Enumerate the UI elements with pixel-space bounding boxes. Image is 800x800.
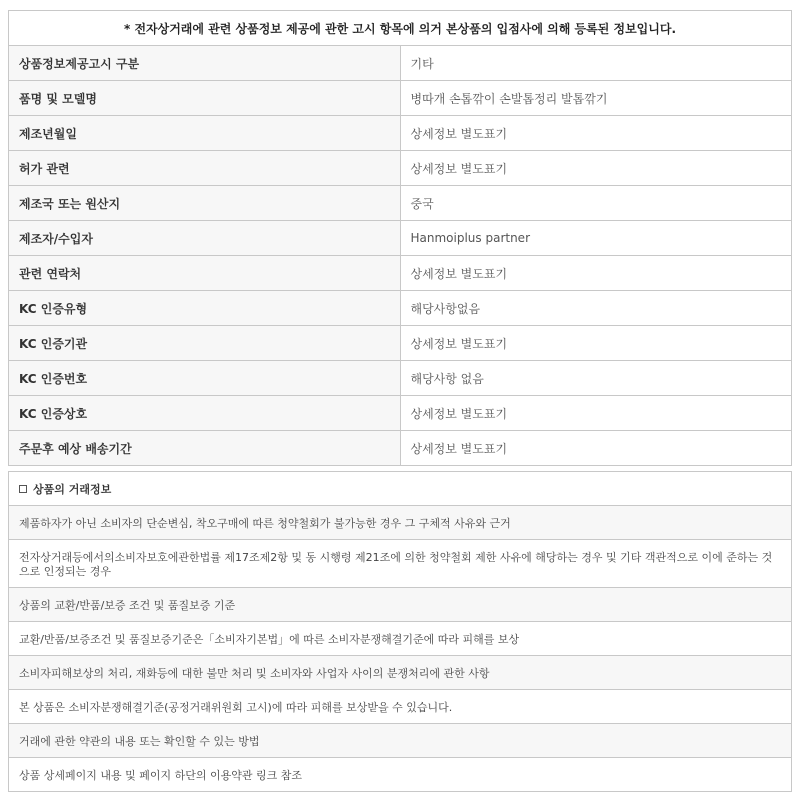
table-row (9, 361, 792, 396)
trade-answer: 상품 상세페이지 내용 및 페이지 하단의 이용약관 링크 참조 (9, 758, 791, 792)
table-row (9, 256, 792, 291)
trade-info-title (9, 472, 791, 506)
row-label: KC 인증상호 (9, 396, 401, 431)
trade-info-section (8, 471, 792, 792)
row-label: 상품정보제공고시 구분 (9, 46, 401, 81)
row-value: 상세정보 별도표기 (400, 151, 792, 186)
trade-answer: 본 상품은 소비자분쟁해결기준(공정거래위원회 고시)에 따라 피해를 보상받을 수 있습니다. (9, 690, 791, 724)
row-value: 상세정보 별도표기 (400, 431, 792, 466)
table-row (9, 431, 792, 466)
table-row (9, 81, 792, 116)
row-label: KC 인증유형 (9, 291, 401, 326)
row-value: Hanmoiplus partner (400, 221, 792, 256)
table-row (9, 116, 792, 151)
row-label: 제조자/수입자 (9, 221, 401, 256)
table-row (9, 186, 792, 221)
row-value: 병따개 손톱깎이 손발톱정리 발톱깎기 (400, 81, 792, 116)
trade-question: 소비자피해보상의 처리, 재화등에 대한 불만 처리 및 소비자와 사업자 사이의 분쟁처리에 관한 사항 (9, 656, 791, 690)
row-value: 해당사항없음 (400, 291, 792, 326)
row-label: 품명 및 모델명 (9, 81, 401, 116)
table-row (9, 151, 792, 186)
trade-question: 제품하자가 아닌 소비자의 단순변심, 착오구매에 따른 청약철회가 불가능한 경우 그 구체적 사유와 근거 (9, 506, 791, 540)
row-label: 관련 연락처 (9, 256, 401, 291)
notice-header: * 전자상거래에 관련 상품정보 제공에 관한 고시 항목에 의거 본상품의 입점사에 의해 등록된 정보입니다. (9, 11, 792, 46)
row-value: 중국 (400, 186, 792, 221)
table-row (9, 221, 792, 256)
row-value: 기타 (400, 46, 792, 81)
square-outline-icon (19, 485, 27, 493)
row-label: 제조국 또는 원산지 (9, 186, 401, 221)
trade-answer: 교환/반품/보증조건 및 품질보증기준은「소비자기본법」에 따른 소비자분쟁해결기준에 따라 피해를 보상 (9, 622, 791, 656)
row-value: 상세정보 별도표기 (400, 396, 792, 431)
row-label: KC 인증기관 (9, 326, 401, 361)
trade-question: 상품의 교환/반품/보증 조건 및 품질보증 기준 (9, 588, 791, 622)
row-value: 상세정보 별도표기 (400, 326, 792, 361)
product-notice-table (8, 10, 792, 466)
table-row (9, 396, 792, 431)
row-value: 해당사항 없음 (400, 361, 792, 396)
row-label: 허가 관련 (9, 151, 401, 186)
table-row (9, 46, 792, 81)
trade-question: 거래에 관한 약관의 내용 또는 확인할 수 있는 방법 (9, 724, 791, 758)
row-label: 제조년월일 (9, 116, 401, 151)
row-value: 상세정보 별도표기 (400, 116, 792, 151)
row-label: KC 인증번호 (9, 361, 401, 396)
trade-answer: 전자상거래등에서의소비자보호에관한법률 제17조제2항 및 동 시행령 제21조에 의한 청약철회 제한 사유에 해당하는 경우 및 기타 객관적으로 이에 준하는 것으로 인정되는 경우 (9, 540, 791, 588)
trade-info-title-text: 상품의 거래정보 (33, 482, 112, 496)
table-row (9, 291, 792, 326)
row-value: 상세정보 별도표기 (400, 256, 792, 291)
row-label: 주문후 예상 배송기간 (9, 431, 401, 466)
table-row (9, 326, 792, 361)
